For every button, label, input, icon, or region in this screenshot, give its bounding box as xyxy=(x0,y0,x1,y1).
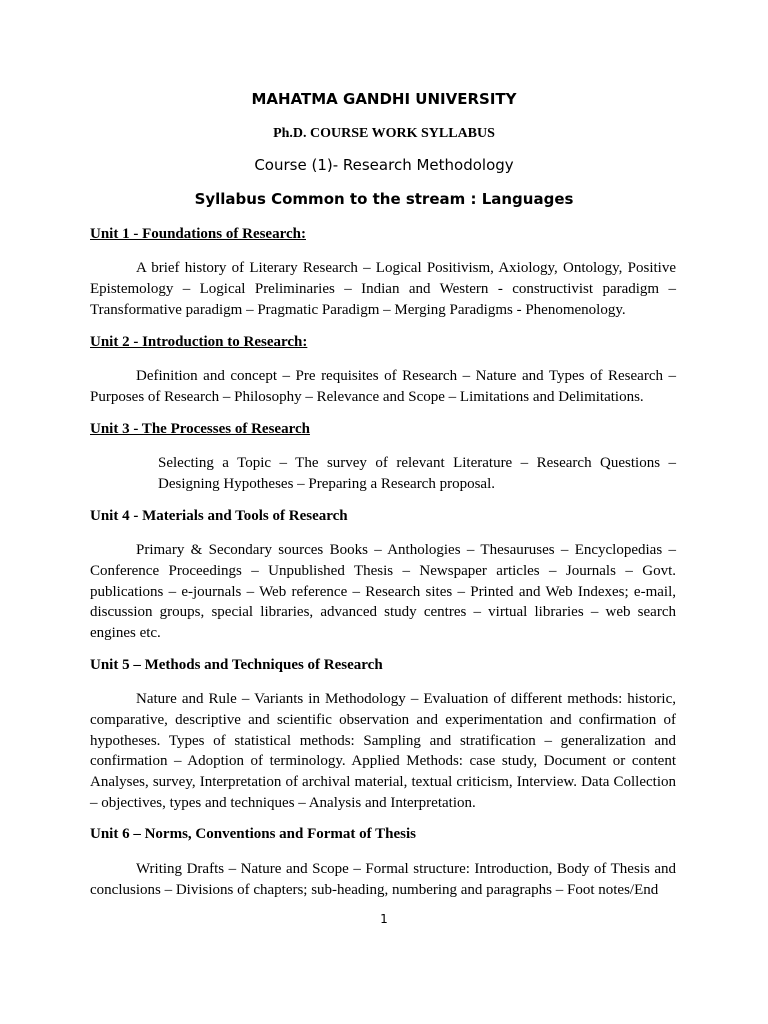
university-title: MAHATMA GANDHI UNIVERSITY xyxy=(251,90,517,108)
stream-title: Syllabus Common to the stream : Languages xyxy=(194,190,574,208)
unit-5-body: Nature and Rule – Variants in Methodology – Evaluation of different methods: historic, comparative, descriptive and scientific observation and experimentation and confirmation of hypotheses. Types of statistical methods: Sampling and stratification – generalization and confirmation – Adoption of terminology. Applied Methods: case study, Document or content Analyses, survey, Interpretation of archival material, textual criticism, Interview. Data Collection – objectives, types and techniques – Analysis and Interpretation. xyxy=(90,691,676,811)
unit-3-heading: Unit 3 - The Processes of Research xyxy=(90,421,310,437)
syllabus-title: Ph.D. COURSE WORK SYLLABUS xyxy=(273,126,495,141)
unit-6-heading: Unit 6 – Norms, Conventions and Format of Thesis xyxy=(90,826,416,842)
unit-3-body: Selecting a Topic – The survey of relevant Literature – Research Questions – Designing Hypotheses – Preparing a Research proposal. xyxy=(158,455,676,492)
unit-4-body: Primary & Secondary sources Books – Anthologies – Thesauruses – Encyclopedias – Conference Proceedings – Unpublished Thesis – Newspaper articles – Journals – Govt. publications – e-journals – Web reference – Research sites – Printed and Web Indexes; e-mail, discussion groups, special libraries, advanced study centres – virtual libraries – web search engines etc. xyxy=(90,542,676,642)
unit-1-body: A brief history of Literary Research – Logical Positivism, Axiology, Ontology, Positive Epistemology – Logical Preliminaries – Indian and Western - constructivist paradigm – Transformative paradigm – Pragmatic Paradigm – Merging Paradigms - Phenomenology. xyxy=(90,260,676,318)
unit-1-heading: Unit 1 - Foundations of Research: xyxy=(90,226,306,242)
unit-4-heading: Unit 4 - Materials and Tools of Research xyxy=(90,508,348,524)
unit-5-heading: Unit 5 – Methods and Techniques of Research xyxy=(90,657,383,673)
course-title: Course (1)- Research Methodology xyxy=(254,156,514,174)
unit-2-body: Definition and concept – Pre requisites of Research – Nature and Types of Research – Purposes of Research – Philosophy – Relevance and Scope – Limitations and Delimitations. xyxy=(90,368,676,405)
unit-2-heading: Unit 2 - Introduction to Research: xyxy=(90,334,308,350)
unit-6-body: Writing Drafts – Nature and Scope – Formal structure: Introduction, Body of Thesis and conclusions – Divisions of chapters; sub-heading, numbering and paragraphs – Foot notes/End xyxy=(90,861,676,898)
page-number: 1 xyxy=(380,912,388,926)
